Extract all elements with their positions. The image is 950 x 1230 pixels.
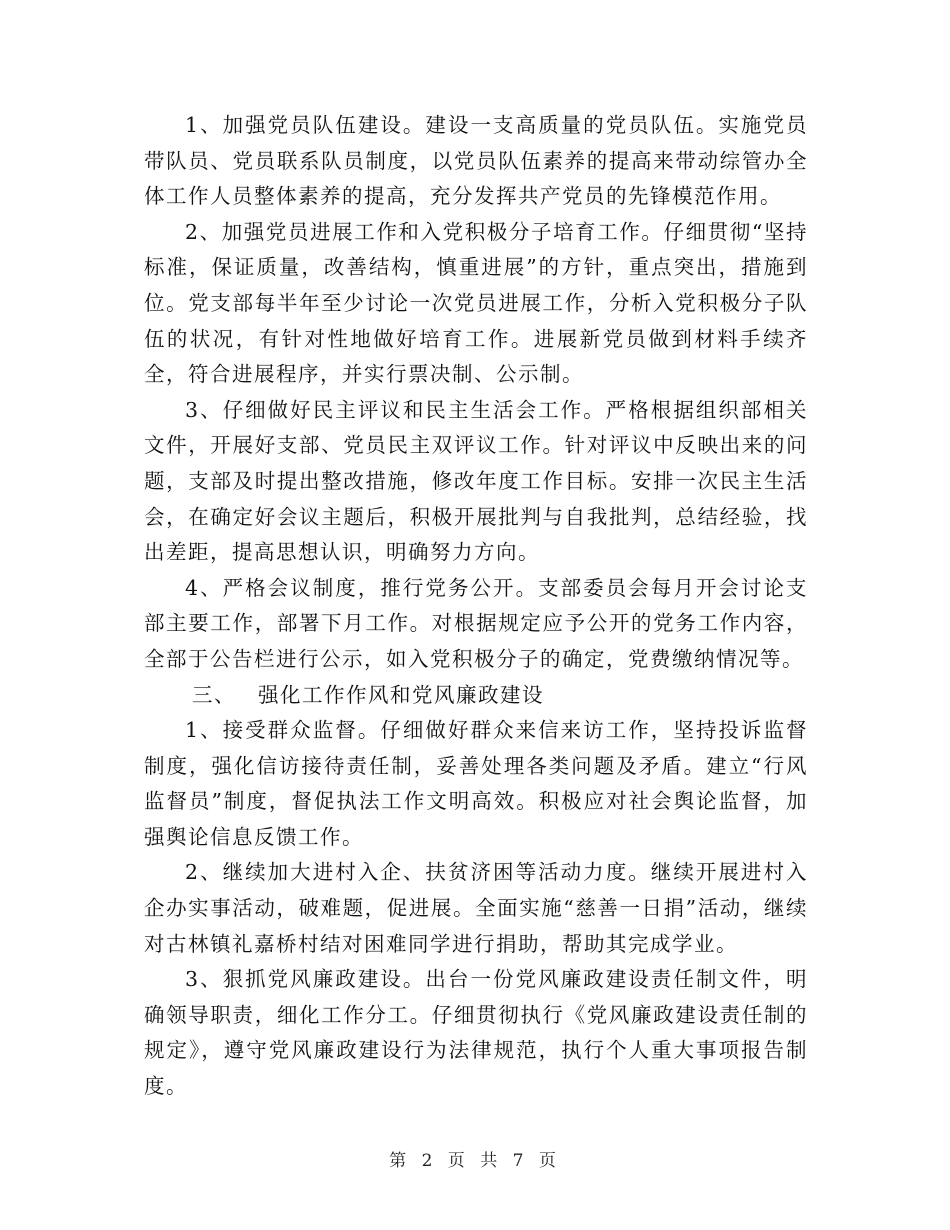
paragraph-public-supervision: 1、接受群众监督。仔细做好群众来信来访工作，坚持投诉监督制度，强化信访接待责任制，妥善处理各类问题及矛盾。建立“行风监督员”制度，督促执法工作文明高效。积极应对社会舆论监督，加强舆论信息反馈工作。 [144,718,808,849]
paragraph-clean-governance: 3、狠抓党风廉政建设。出台一份党风廉政建设责任制文件，明确领导职责，细化工作分工。仔细贯彻执行《党风廉政建设责任制的规定》，遵守党风廉政建设行为法律规范，执行个人重大事项报告制度。 [144,967,808,1099]
section-number: 三、 [192,682,236,707]
paragraph-poverty-relief: 2、继续加大进村入企、扶贫济困等活动力度。继续开展进村入企办实事活动，破难题，促进展。全面实施“慈善一日捐”活动，继续对古林镇礼嘉桥村结对困难同学进行捐助，帮助其完成学业。 [144,860,808,956]
section-title: 强化工作作风和党风廉政建设 [258,682,544,707]
section-heading [144,678,808,714]
paragraph-meeting-system: 4、严格会议制度，推行党务公开。支部委员会每月开会讨论支部主要工作，部署下月工作。对根据规定应予公开的党务工作内容，全部于公告栏进行公示，如入党积极分子的确定，党费缴纳情况等。 [144,575,808,671]
document-body [144,108,808,1105]
paragraph-party-team: 1、加强党员队伍建设。建设一支高质量的党员队伍。实施党员带队员、党员联系队员制度，以党员队伍素养的提高来带动综管办全体工作人员整体素养的提高，充分发挥共产党员的先锋模范作用。 [144,113,808,209]
page-number-footer: 第 2 页 共 7 页 [389,1151,561,1171]
paragraph-democratic-review: 3、仔细做好民主评议和民主生活会工作。严格根据组织部相关文件，开展好支部、党员民主双评议工作。针对评议中反映出来的问题，支部及时提出整改措施，修改年度工作目标。安排一次民主生活会，在确定好会议主题后，积极开展批判与自我批判，总结经验，找出差距，提高思想认识，明确努力方向。 [144,397,808,565]
paragraph-member-development: 2、加强党员进展工作和入党积极分子培育工作。仔细贯彻“坚持标准，保证质量，改善结构，慎重进展”的方针，重点突出，措施到位。党支部每半年至少讨论一次党员进展工作，分析入党积极分子队伍的状况，有针对性地做好培育工作。进展新党员做到材料手续齐全，符合进展程序，并实行票决制、公示制。 [144,219,808,387]
